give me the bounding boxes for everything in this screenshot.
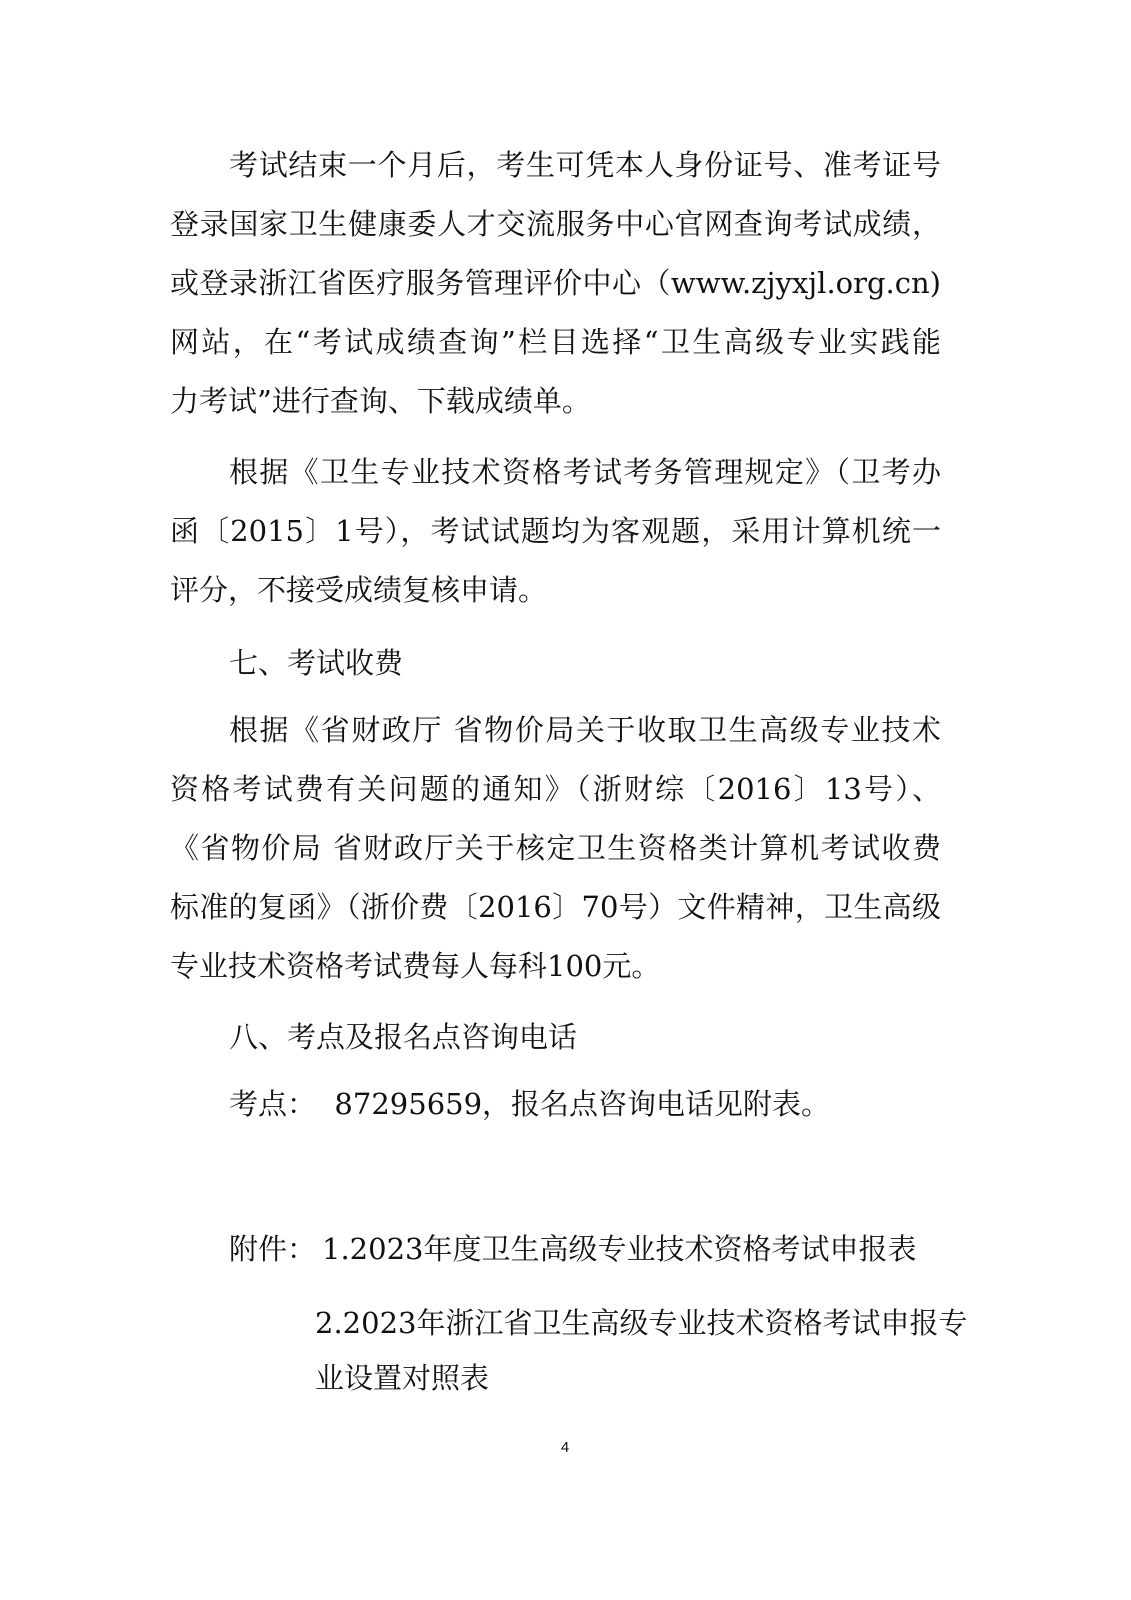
results-line-5: 力考试”进行查询、下载成绩单。 xyxy=(170,384,591,418)
results-line-2: 登录国家卫生健康委人才交流服务中心官网查询考试成绩， xyxy=(170,207,941,241)
section7-heading: 七、考试收费 xyxy=(229,646,404,680)
results-line-4: 网站，在“考试成绩查询”栏目选择“卫生高级专业实践能 xyxy=(170,325,941,359)
review-line-1: 根据《卫生专业技术资格考试考务管理规定》（卫考办 xyxy=(229,455,941,489)
attachment-item-2-line-2: 业设置对照表 xyxy=(315,1361,490,1395)
results-line-3: 或登录浙江省医疗服务管理评价中心（www.zjyxjl.org.cn) xyxy=(170,266,941,300)
section7-line-4: 标准的复函》（浙价费〔2016〕70号）文件精神，卫生高级 xyxy=(170,890,941,924)
section8-line: 考点： 87295659，报名点咨询电话见附表。 xyxy=(229,1087,831,1121)
results-line-1: 考试结束一个月后，考生可凭本人身份证号、准考证号 xyxy=(229,148,941,182)
attachments-label: 附件： xyxy=(229,1232,317,1266)
attachment-item-1: 1.2023年度卫生高级专业技术资格考试申报表 xyxy=(322,1232,917,1266)
section7-line-3: 《省物价局 省财政厅关于核定卫生资格类计算机考试收费 xyxy=(170,831,941,865)
review-line-3: 评分，不接受成绩复核申请。 xyxy=(170,573,548,607)
page-number: 4 xyxy=(560,1439,570,1456)
section7-line-2: 资格考试费有关问题的通知》（浙财综〔2016〕13号）、 xyxy=(170,772,941,806)
attachment-item-2-line-1: 2.2023年浙江省卫生高级专业技术资格考试申报专 xyxy=(315,1306,968,1340)
section8-heading: 八、考点及报名点咨询电话 xyxy=(229,1020,578,1054)
review-line-2: 函〔2015〕1号），考试试题均为客观题，采用计算机统一 xyxy=(170,514,941,548)
section7-line-5: 专业技术资格考试费每人每科100元。 xyxy=(170,949,661,983)
section7-line-1: 根据《省财政厅 省物价局关于收取卫生高级专业技术 xyxy=(229,713,941,747)
